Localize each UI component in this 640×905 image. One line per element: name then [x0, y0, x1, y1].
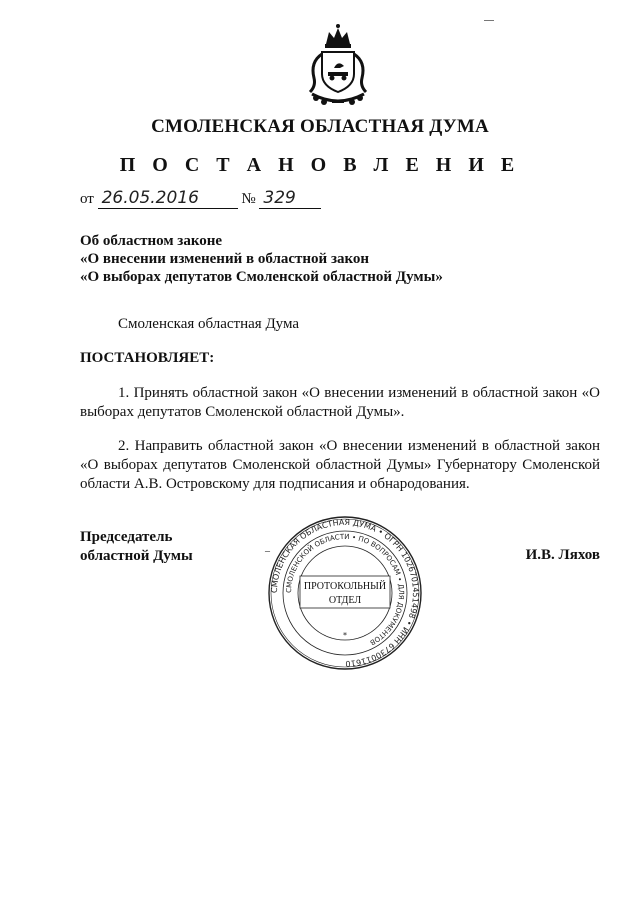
document-type-title: П О С Т А Н О В Л Е Н И Е: [119, 154, 521, 176]
resolution-item-2: [80, 437, 600, 494]
stamp-star: *: [343, 631, 347, 640]
signatory-title-line: областной Думы: [80, 548, 193, 564]
issuer-line: Смоленская областная Дума: [118, 316, 300, 332]
date-prefix: от: [80, 191, 94, 207]
date-number-line: [80, 188, 321, 209]
number-prefix: №: [241, 191, 256, 207]
stamp-center-line: ОТДЕЛ: [328, 595, 362, 606]
document-date: 26.05.2016: [101, 188, 199, 208]
signature-mark: –: [265, 546, 270, 557]
official-stamp: [266, 514, 424, 672]
organization-title: СМОЛЕНСКАЯ ОБЛАСТНАЯ ДУМА: [151, 116, 489, 137]
signatory-name: И.В. Ляхов: [525, 547, 600, 563]
stamp-outer-text: СМОЛЕНСКАЯ ОБЛАСТНАЯ ДУМА • ОГРН 1026701451498 • ИНН 6730011610: [269, 517, 421, 669]
scan-mark: [484, 20, 494, 21]
stamp-inner-text: СМОЛЕНСКОЙ ОБЛАСТИ • ПО ВОПРОСАМ • ДЛЯ ДОКУМЕНТОВ: [284, 532, 406, 647]
resolves-heading: ПОСТАНОВЛЯЕТ:: [80, 350, 215, 366]
subject-line: Об областном законе: [80, 233, 223, 249]
resolution-item-text: 2. Направить областной закон «О внесении изменений в областной закон «О выборах депутатов Смоленской областной Думы» Губернатору Смоленской области А.В. Островскому для подписания и обнародования.: [80, 438, 600, 492]
smolensk-coat-of-arms-icon: [302, 22, 374, 108]
signatory-title-line: Председатель: [80, 529, 173, 545]
resolution-item-text: 1. Принять областной закон «О внесении изменений в областной закон «О выборах депутатов Смоленской областной Думы».: [80, 385, 600, 420]
resolution-item-1: [80, 384, 600, 422]
document-subject: [80, 232, 443, 286]
document-number: 329: [263, 188, 296, 208]
subject-line: «О внесении изменений в областной закон: [80, 251, 370, 267]
signatory-title: [80, 528, 193, 566]
stamp-center-line: ПРОТОКОЛЬНЫЙ: [303, 581, 387, 592]
subject-line: «О выборах депутатов Смоленской областной Думы»: [80, 269, 443, 285]
